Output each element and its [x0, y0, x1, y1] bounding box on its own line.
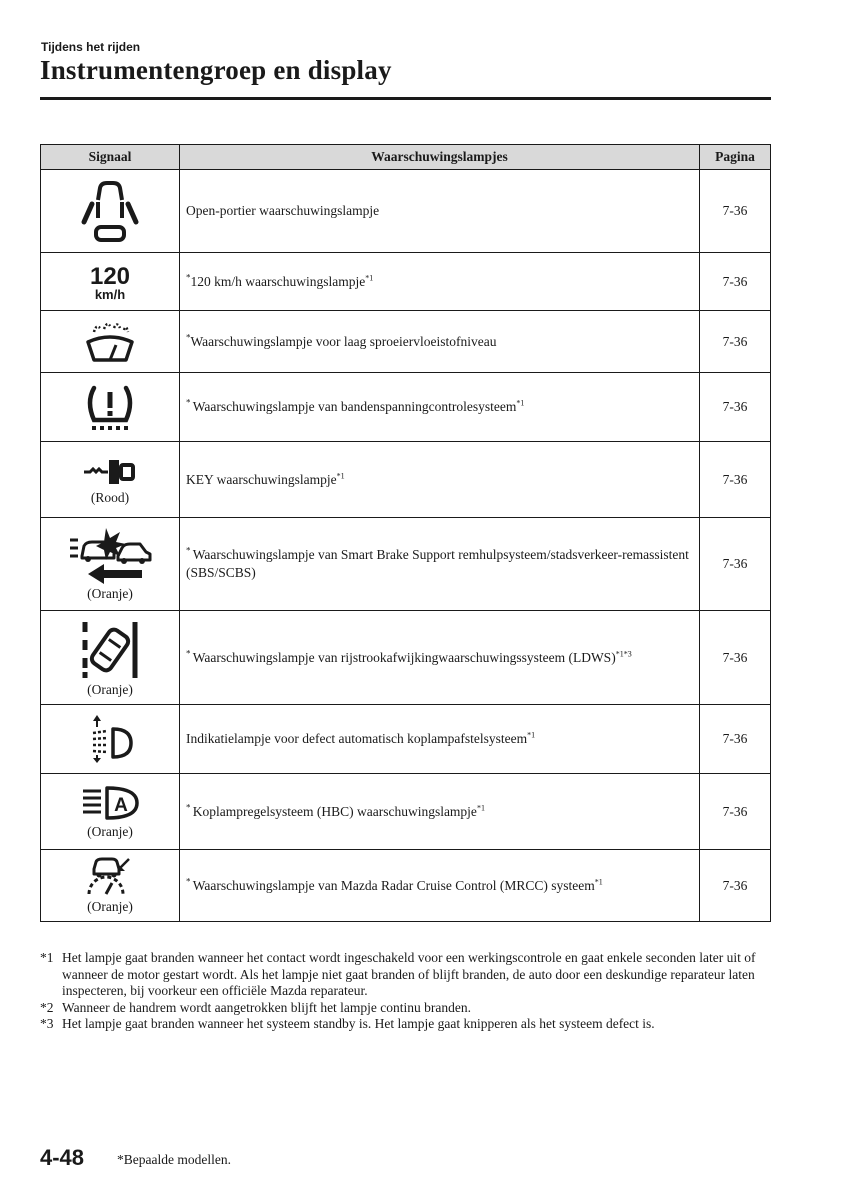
page-cell: 7-36 [700, 373, 771, 442]
footnote [40, 1016, 775, 1033]
description-cell [180, 311, 700, 373]
row-prefix: * [186, 397, 193, 408]
row-prefix: * [186, 802, 193, 812]
footnote [40, 950, 775, 1000]
icon-text-bottom: km/h [94, 286, 126, 302]
color-label: (Oranje) [87, 586, 133, 601]
footnote-text: Het lampje gaat branden wanneer het systeem standby is. Het lampje gaat knipperen als het systeem defect is. [62, 1016, 655, 1031]
description-cell [180, 611, 700, 705]
table-row [41, 850, 771, 922]
row-prefix: * [186, 545, 193, 556]
open-door-icon [41, 178, 179, 244]
footnote-mark: *3 [40, 1016, 54, 1031]
signal-cell [41, 518, 180, 611]
row-text: KEY waarschuwingslampje [186, 471, 337, 487]
page-number: 4-48 [40, 1145, 85, 1170]
page-cell: 7-36 [700, 253, 771, 311]
signal-cell [41, 373, 180, 442]
table-header-row [41, 145, 771, 170]
row-prefix: * [186, 332, 191, 342]
description-cell [180, 774, 700, 850]
signal-cell [41, 253, 180, 311]
page-cell: 7-36 [700, 518, 771, 611]
row-note: *1*3 [615, 649, 632, 658]
header-page: Pagina [700, 145, 771, 170]
description-cell [180, 850, 700, 922]
row-note: *1 [516, 398, 525, 408]
signal-cell [41, 442, 180, 518]
table-row [41, 705, 771, 774]
footnote-text: Wanneer de handrem wordt aangetrokken blijft het lampje continu branden. [62, 999, 472, 1015]
footer-note: *Bepaalde modellen. [117, 1152, 231, 1167]
table-row [41, 311, 771, 373]
smart-brake-support-icon [41, 526, 179, 584]
row-note: *1 [476, 803, 485, 812]
speed-120-icon [41, 262, 179, 302]
signal-cell [41, 611, 180, 705]
footnote-mark: *2 [40, 999, 54, 1015]
row-text: 120 km/h waarschuwingslampje [190, 273, 366, 289]
row-note: *1 [594, 877, 603, 886]
row-text: Waarschuwingslampje van Smart Brake Support remhulpsysteem/stadsverkeer-remassistent (SBS/SCBS) [186, 547, 689, 580]
page-cell: 7-36 [700, 170, 771, 253]
warning-lights-table [40, 144, 771, 922]
headlight-leveling-icon [41, 715, 179, 763]
page-cell: 7-36 [700, 774, 771, 850]
row-text: Open-portier waarschuwingslampje [186, 203, 380, 218]
header-warning: Waarschuwingslampjes [180, 145, 700, 170]
table-row [41, 611, 771, 705]
row-prefix: * [186, 272, 191, 282]
description-cell [180, 373, 700, 442]
table-row [41, 253, 771, 311]
description-cell [180, 518, 700, 611]
row-note: *1 [527, 730, 536, 740]
footnote-text: Het lampje gaat branden wanneer het contact wordt ingeschakeld voor een werkingscontrole en gaat enkele seconden later uit of wanneer de motor gestart wordt. Als het lampje niet gaat branden of blijft branden, de auto door een deskundige reparateur laten inspecteren, bij voorkeur een officiële Mazda reparateur. [62, 950, 756, 998]
row-note: *1 [336, 471, 345, 480]
tire-pressure-icon [41, 382, 179, 432]
title-rule [40, 97, 771, 100]
page-title: Instrumentengroep en display [40, 55, 392, 85]
section-label: Tijdens het rijden [41, 40, 141, 54]
signal-cell [41, 170, 180, 253]
page-cell: 7-36 [700, 311, 771, 373]
header-signal: Signaal [41, 145, 180, 170]
page-cell: 7-36 [700, 850, 771, 922]
washer-fluid-icon [41, 320, 179, 364]
table-row [41, 518, 771, 611]
row-text: Waarschuwingslampje van rijstrookafwijkingwaarschuwingssysteem (LDWS) [192, 649, 616, 665]
color-label: (Oranje) [87, 898, 133, 914]
signal-cell [41, 774, 180, 850]
description-cell [180, 170, 700, 253]
row-text: Indikatielampje voor defect automatisch koplampafstelsysteem [186, 731, 528, 746]
row-prefix: * [186, 876, 193, 886]
signal-cell [41, 311, 180, 373]
icon-text-top: 120 [89, 262, 131, 290]
row-text: Koplampregelsysteem (HBC) waarschuwingslampje [192, 803, 477, 819]
signal-cell [41, 705, 180, 774]
svg-text:A: A [114, 794, 128, 816]
table-row [41, 373, 771, 442]
page-cell: 7-36 [700, 442, 771, 518]
row-text: Waarschuwingslampje voor laag sproeiervloeistofniveau [190, 333, 497, 349]
radar-cruise-icon [41, 857, 179, 897]
footnotes [40, 950, 775, 1033]
table-row [41, 774, 771, 850]
footnote [40, 1000, 775, 1017]
row-text: Waarschuwingslampje van Mazda Radar Cruise Control (MRCC) systeem [192, 877, 595, 893]
signal-cell [41, 850, 180, 922]
row-text: Waarschuwingslampje van bandenspanningcontrolesysteem [192, 399, 517, 414]
key-icon [41, 454, 179, 488]
row-prefix: * [186, 648, 193, 658]
color-label: (Oranje) [87, 681, 133, 697]
lane-departure-icon [41, 618, 179, 680]
table-row [41, 442, 771, 518]
description-cell [180, 705, 700, 774]
footnote-mark: *1 [40, 950, 54, 965]
row-note: *1 [365, 273, 374, 282]
page-cell: 7-36 [700, 705, 771, 774]
color-label: (Rood) [90, 489, 130, 505]
page-cell: 7-36 [700, 611, 771, 705]
table-row [41, 170, 771, 253]
description-cell [180, 442, 700, 518]
color-label: (Oranje) [87, 823, 133, 839]
description-cell [180, 253, 700, 311]
high-beam-control-icon [41, 784, 179, 822]
